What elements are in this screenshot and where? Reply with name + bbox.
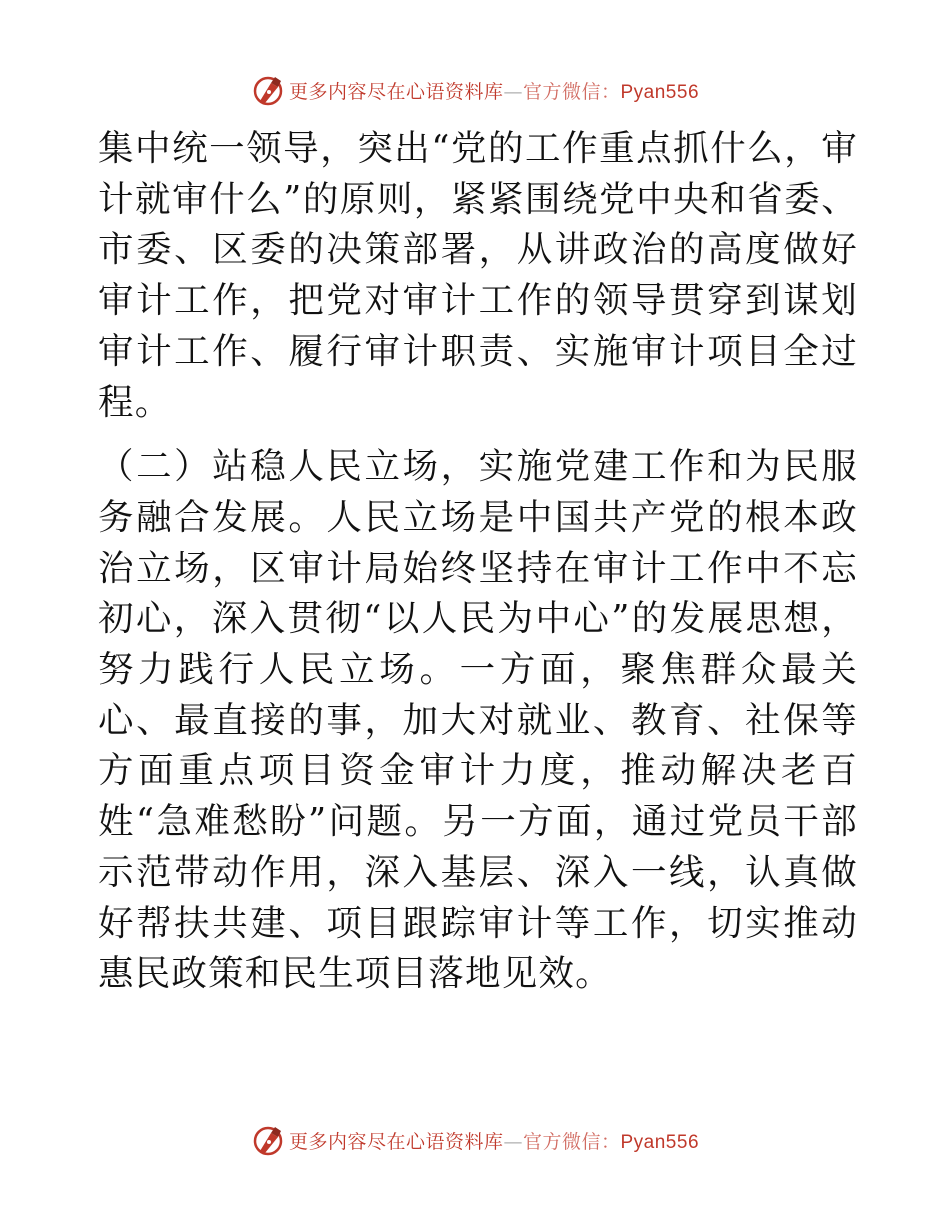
header-banner-text [289,77,699,104]
pen-nib-circle-icon [251,73,285,107]
paragraph-2: （二）站稳人民立场，实施党建工作和为民服务融合发展。人民立场是中国共产党的根本政治立场，区审计局始终坚持在审计工作中不忘初心，深入贯彻“以人民为中心”的发展思想，努力践行人民立场。一方面，聚焦群众最关心、最直接的事，加大对就业、教育、社保等方面重点项目资金审计力度，推动解决老百姓“急难愁盼”问题。另一方面，通过党员干部示范带动作用，深入基层、深入一线，认真做好帮扶共建、项目跟踪审计等工作，切实推动惠民政策和民生项目落地见效。 [98,446,858,995]
header-wechat-id: Pyan556 [620,81,700,103]
document-body [98,124,858,1000]
header-official-label: 官方微信： [522,80,621,103]
pen-nib-circle-icon [251,1123,285,1157]
footer-separator: — [503,1130,523,1153]
header-separator: — [503,80,523,103]
header-brand-text: 更多内容尽在心语资料库 [288,80,504,103]
footer-brand-text: 更多内容尽在心语资料库 [288,1130,504,1153]
footer-banner-text [289,1127,699,1154]
footer-official-label: 官方微信： [522,1130,621,1153]
header-banner [0,70,950,110]
paragraph-1: 集中统一领导，突出“党的工作重点抓什么，审计就审什么”的原则，紧紧围绕党中央和省委、市委、区委的决策部署，从讲政治的高度做好审计工作，把党对审计工作的领导贯穿到谋划审计工作、履行审计职责、实施审计项目全过程。 [98,128,858,423]
footer-wechat-id: Pyan556 [620,1131,700,1153]
footer-banner [0,1120,950,1160]
